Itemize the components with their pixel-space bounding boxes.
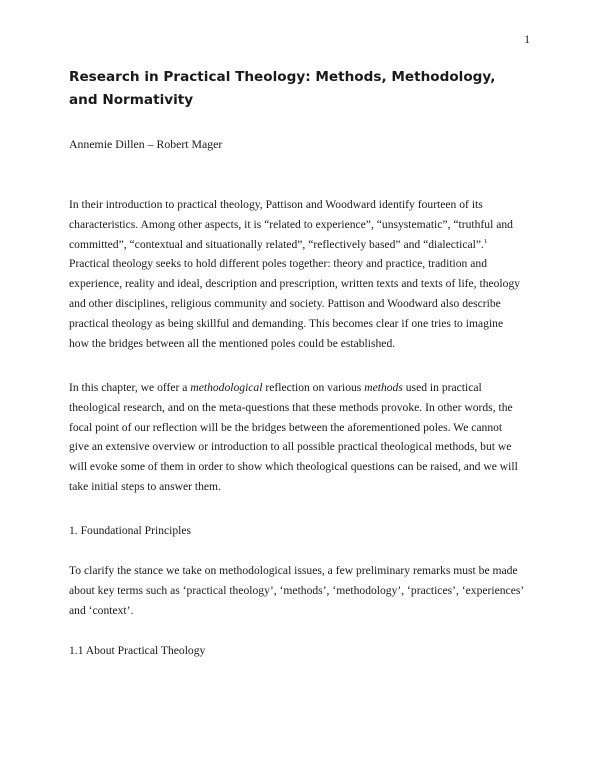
paragraph-chapter-scope	[69, 378, 539, 497]
footnote-marker[interactable]: 1	[483, 237, 488, 245]
subsection-heading-practical-theology	[69, 641, 539, 661]
text-run: In this chapter, we offer a	[69, 381, 191, 394]
emphasis-methods: methods	[364, 381, 403, 394]
paragraph-line	[69, 235, 539, 255]
paragraph-line: take initial steps to answer them.	[69, 479, 221, 493]
paragraph-intro	[69, 195, 539, 353]
text-run: reflection on various	[262, 381, 365, 394]
paragraph-line: characteristics. Among other aspects, it is “related to experience”, “unsystematic”, “truthful and	[69, 217, 513, 231]
paragraph-line-text: committed”, “contextual and situationally related”, “reflectively based” and “dialectical”.	[69, 237, 484, 251]
text-run: used in practical	[402, 381, 482, 394]
paragraph-line	[69, 378, 539, 398]
title-line-1: Research in Practical Theology: Methods, Methodology,	[69, 69, 496, 85]
emphasis-methodological: methodological	[190, 381, 263, 394]
paragraph-line: about key terms such as ‘practical theology’, ‘methods’, ‘methodology’, ‘practices’, ‘experiences’	[69, 583, 525, 597]
paragraph-line: will evoke some of them in order to show which theological questions can be raised, and we will	[69, 460, 518, 474]
page-number: 1	[524, 34, 530, 46]
paragraph-line: theological research, and on the meta-questions that these methods provoke. In other words, the	[69, 400, 513, 414]
document-title	[69, 66, 539, 112]
paragraph-line: Practical theology seeks to hold different poles together: theory and practice, tradition and	[69, 257, 487, 271]
paragraph-line: To clarify the stance we take on methodological issues, a few preliminary remarks must be made	[69, 564, 518, 577]
paragraph-line: practical theology as being skillful and demanding. This becomes clear if one tries to imagine	[69, 316, 504, 330]
paragraph-line: how the bridges between all the mentioned poles could be established.	[69, 336, 396, 350]
paragraph-line: give an extensive overview or introduction to all possible practical theological methods, but we	[69, 440, 512, 454]
paragraph-line: experience, reality and ideal, description and prescription, written texts and texts of life, theology	[69, 277, 521, 291]
paragraph-line: and ‘context’.	[69, 603, 134, 617]
paragraph-line: In their introduction to practical theology, Pattison and Woodward identify fourteen of its	[69, 198, 483, 211]
paragraph-line: and other disciplines, religious community and society. Pattison and Woodward also describe	[69, 296, 501, 310]
heading-text: 1.1 About Practical Theology	[69, 644, 206, 657]
title-line-2: and Normativity	[69, 92, 194, 108]
heading-text: 1. Foundational Principles	[69, 524, 192, 537]
paragraph-key-terms	[69, 561, 539, 620]
authors: Annemie Dillen – Robert Mager	[69, 137, 223, 151]
paragraph-line: focal point of our reflection will be the bridges between the aforementioned poles. We cannot	[69, 420, 503, 434]
section-heading-foundational-principles	[69, 521, 539, 541]
